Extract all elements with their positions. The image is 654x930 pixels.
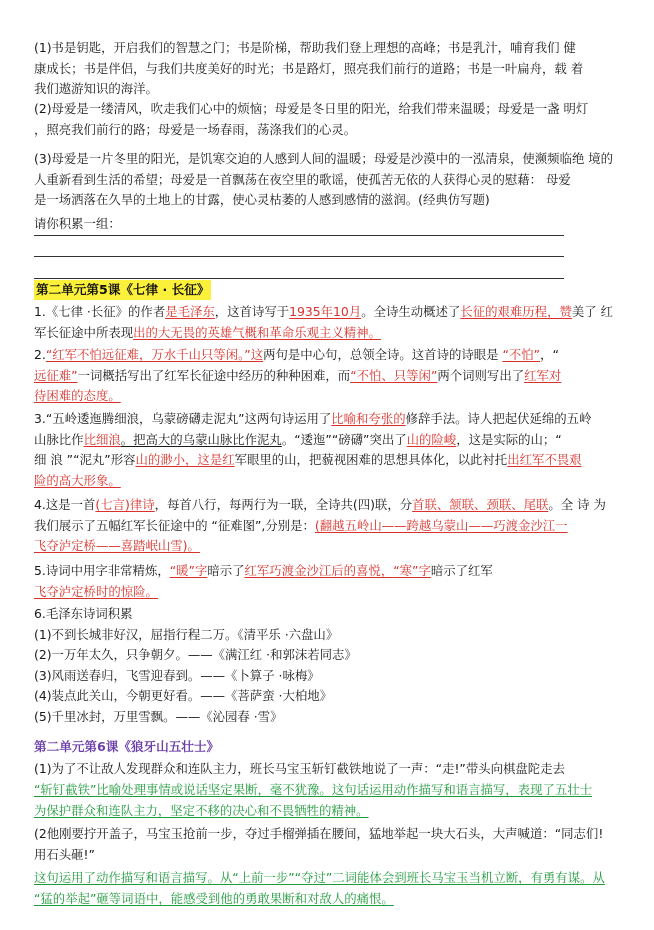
text: ，“ bbox=[540, 347, 559, 362]
answer-text: (翻越五岭山——跨越乌蒙山——巧渡金沙江一 bbox=[314, 517, 568, 533]
text: “逶迤”“磅礴”突出了 bbox=[294, 431, 407, 447]
lesson6-answer-1 bbox=[34, 780, 632, 821]
lesson5-point-4 bbox=[34, 495, 632, 557]
poem-line: (1)不到长城非好汉，屈指行程二万。《清平乐 ·六盘山》 bbox=[34, 626, 339, 642]
lesson5-point-6 bbox=[34, 604, 632, 727]
question-text: (1)为了不让敌人发现群众和连队主力，班长马宝玉斩钉截铁地说了一声：“走!”带头向棋盘陀走去 bbox=[34, 761, 565, 776]
text-line: (2)母爱是一缕清风，吹走我们心中的烦恼；母爱是冬日里的阳光，给我们带来温暖；母爱是一盏 明灯 bbox=[34, 101, 589, 116]
answer-line bbox=[34, 256, 564, 257]
text-line: 是一场洒落在久旱的土地上的甘露，使心灵枯萎的人感到感情的滋润。(经典仿写题) bbox=[34, 192, 490, 207]
text: 我们展示了五幅红军长征途中的 “征难图”,分别是： bbox=[34, 517, 315, 533]
text: 2. bbox=[34, 347, 46, 362]
lesson6-question-1 bbox=[34, 759, 632, 780]
text-line: (3)母爱是一片冬里的阳光，是饥寒交迫的人感到人间的温暖；母爱是沙漠中的一泓清泉，使濒频临绝 境的 bbox=[34, 151, 614, 166]
answer-text: 山的险峻 bbox=[406, 431, 457, 447]
answer-line: “猛的举起”砸等词语中，能感受到他的勇敢果断和对敌人的痛恨。 bbox=[34, 890, 394, 906]
text: ，每首八行，每两行为一联，全诗共(四)联，分 bbox=[154, 497, 413, 512]
imitation-item-2 bbox=[34, 99, 632, 140]
text: 细 浪 ”“泥丸”形容 bbox=[34, 452, 136, 467]
answer-text: “红军不怕远征难，万水千山只等闲。”这 bbox=[45, 347, 264, 362]
text-line: 我们遨游知识的海洋。 bbox=[34, 81, 158, 96]
text-line: 人重新看到生活的希望；母爱是一首飘荡在夜空里的歌谣，使孤苦无依的人获得心灵的慰藉： 母爱 bbox=[34, 171, 571, 187]
text: 1.《七律 ·长征》的作者 bbox=[34, 304, 166, 319]
lesson5-point-1 bbox=[34, 302, 632, 343]
answer-text: 比细浪 bbox=[83, 431, 121, 447]
answer-text: 出红军不畏艰 bbox=[507, 452, 582, 467]
lesson5-point-5 bbox=[34, 561, 632, 602]
text: 3.“五岭逶迤腾细浪，乌蒙磅礴走泥丸”这两句诗运用了 bbox=[34, 411, 332, 426]
answer-text: 1935年10月 bbox=[289, 304, 362, 319]
lesson5-point-2 bbox=[34, 345, 632, 407]
text: 两个词则写出了 bbox=[437, 367, 525, 383]
answer-text: 山的渺小，这是红 bbox=[135, 452, 235, 467]
text: 修辞手法。诗人把起伏延绵的五岭 bbox=[405, 411, 592, 426]
answer-text: 比喻和夸张的 bbox=[331, 411, 406, 426]
answer-text: 长征的艰难历程，赞 bbox=[460, 304, 572, 319]
lesson5-point-3 bbox=[34, 409, 632, 491]
text: 军眼里的山，把藐视困难的思想具体化，以此衬托 bbox=[234, 452, 508, 467]
lesson5-title: 第二单元第5课《七律 · 长征》 bbox=[34, 280, 211, 300]
text-line: 康成长；书是伴侣，与我们共度美好的时光；书是路灯，照亮我们前行的道路；书是一叶扁舟，载 着 bbox=[34, 60, 584, 76]
answer-text: 险的高大形象。 bbox=[34, 472, 121, 488]
answer-text: “暖”字 bbox=[169, 563, 208, 578]
text: 5.诗词中用字非常精炼， bbox=[34, 563, 170, 578]
text: 。 bbox=[281, 431, 295, 447]
poem-line: (5)千里冰封，万里雪飘。——《沁园春 ·雪》 bbox=[34, 708, 283, 724]
answer-text: 出的大无畏的英雄气概和革命乐观主义精神。 bbox=[133, 324, 381, 340]
answer-text: “寒”字 bbox=[393, 563, 431, 578]
imitation-item-1 bbox=[34, 38, 632, 100]
text-line: (1)书是钥匙，开启我们的智慧之门；书是阶梯，帮助我们登上理想的高峰；书是乳汁，哺育我们 健 bbox=[34, 40, 576, 55]
imitation-item-3 bbox=[34, 149, 632, 211]
text: ，这是实际的山；“ bbox=[456, 431, 562, 447]
answer-line: 这句运用了动作描写和语言描写。从“上前一步”“夺过”二词能体会到班长马宝玉当机立断，有勇有谋。从 bbox=[34, 870, 605, 885]
text-line: ，照亮我们前行的路；母爱是一场春雨，荡涤我们的心灵。 bbox=[34, 121, 357, 137]
answer-text: 飞夺泸定桥——喜踏岷山雪)。 bbox=[34, 538, 200, 553]
answer-line bbox=[34, 278, 564, 279]
answer-line: “斩钉截铁”比喻处理事情或说话坚定果断，毫不犹豫。这句话运用动作描写和语言描写，表现了五壮士 bbox=[34, 782, 593, 797]
question-text: (2他刚要拧开盖子，马宝玉抢前一步，夺过手榴弹插在腰间，猛地举起一块大石头，大声喊道：“同志们! bbox=[34, 826, 604, 841]
text: 美了 红 bbox=[571, 304, 613, 319]
text: 。把高大的乌蒙山脉比作泥丸 bbox=[120, 431, 282, 447]
text: 4.这是一首 bbox=[34, 497, 96, 512]
lesson6-answer-2 bbox=[34, 868, 632, 909]
text: 军长征途中所表现 bbox=[34, 324, 134, 340]
answer-text: 红军对 bbox=[524, 367, 562, 383]
answer-line bbox=[34, 235, 564, 236]
answer-text: 是毛泽东 bbox=[165, 304, 215, 319]
text: 山脉比作 bbox=[34, 431, 84, 447]
answer-text: “不怕” bbox=[502, 347, 541, 362]
answer-text: 首联、颔联、颈联、尾联 bbox=[412, 497, 549, 512]
text: 。全 诗 为 bbox=[548, 497, 606, 512]
answer-text: (七言)律诗 bbox=[95, 497, 155, 512]
text: 暗示了 bbox=[207, 563, 245, 578]
text: ，这首诗写于 bbox=[214, 304, 290, 319]
text: 。全诗生动概述了 bbox=[361, 304, 461, 319]
lesson6-title: 第二单元第6课《狼牙山五壮士》 bbox=[34, 739, 220, 754]
text: 两句是中心句，总领全诗。这首诗的诗眼是 bbox=[263, 347, 503, 362]
answer-line: 为保护群众和连队主力，坚定不移的决心和不畏牺牲的精神。 bbox=[34, 802, 369, 818]
lesson6-question-2 bbox=[34, 824, 632, 865]
poem-line: (3)风雨送春归，飞雪迎春到。——《卜算子 ·咏梅》 bbox=[34, 667, 320, 683]
question-text: 用石头砸!” bbox=[34, 846, 95, 862]
text: 一词概括写出了红军长征途中经历的种种困难，而 bbox=[77, 367, 351, 383]
answer-text: 红军巧渡金沙江后的喜悦， bbox=[244, 563, 394, 578]
text: 暗示了红军 bbox=[430, 563, 493, 578]
answer-text: 飞夺泸定桥时的惊险。 bbox=[34, 583, 158, 599]
answer-text: 待困难的态度。 bbox=[34, 388, 121, 403]
accumulate-prompt bbox=[34, 214, 632, 235]
poem-list-title: 6.毛泽东诗词积累 bbox=[34, 606, 133, 621]
answer-text: 远征难” bbox=[34, 367, 78, 383]
answer-text: “不怕、只等闲” bbox=[350, 367, 438, 383]
poem-line: (4)装点此关山，今朝更好看。——《菩萨蛮 ·大柏地》 bbox=[34, 688, 333, 703]
prompt-text: 请你积累一组： bbox=[34, 216, 121, 231]
poem-line: (2)一万年太久，只争朝夕。——《满江红 ·和郭沫若同志》 bbox=[34, 647, 357, 662]
